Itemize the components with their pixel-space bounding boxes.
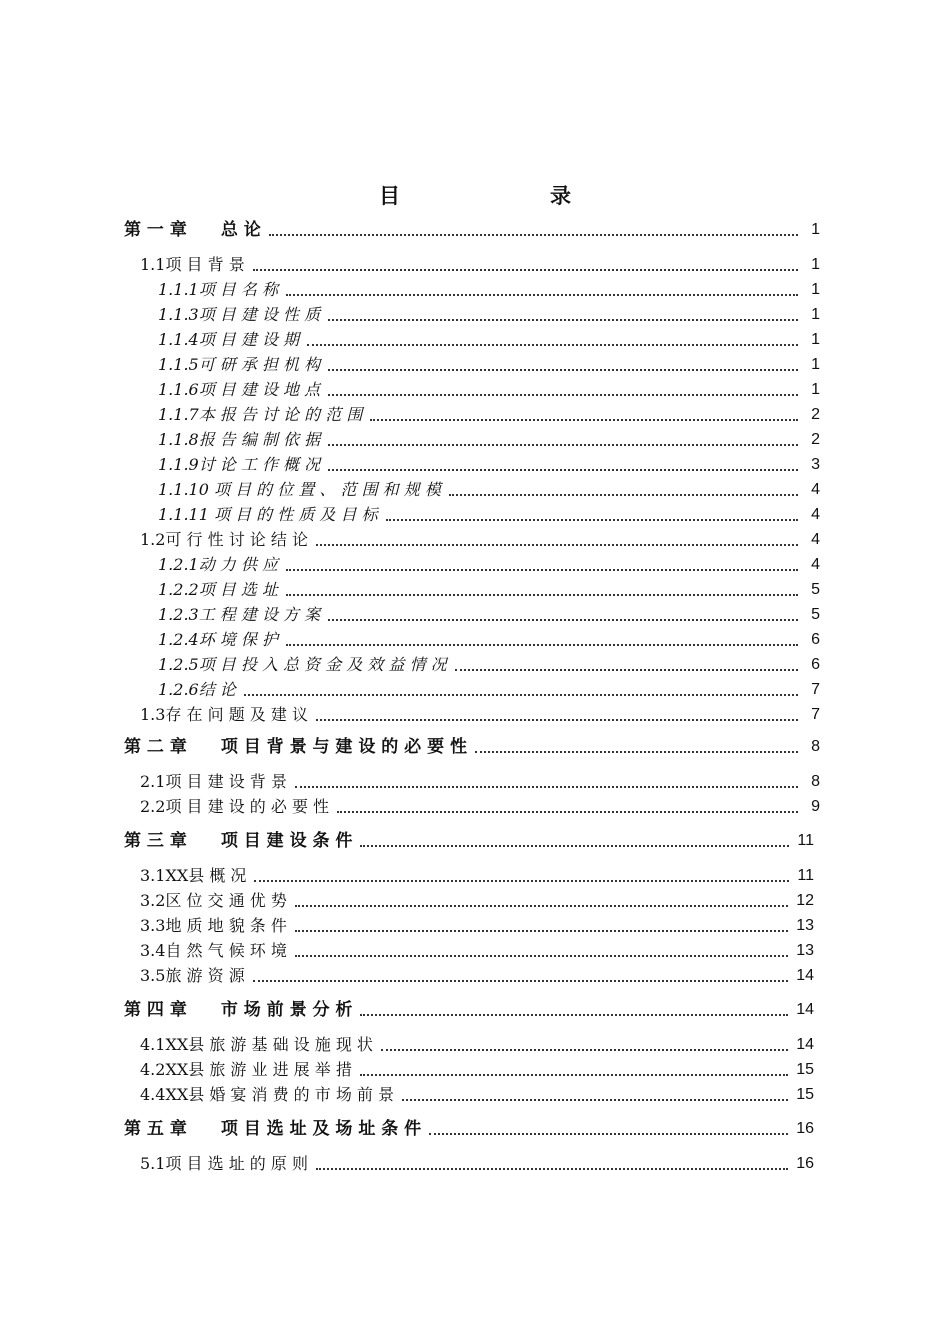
toc-entry-label: 1.1.3项 目 建 设 性 质 (158, 305, 321, 324)
toc-entry-page: 1 (811, 306, 820, 323)
toc-entry-page: 11 (797, 867, 814, 884)
dot-leader (253, 269, 798, 271)
dot-leader (295, 955, 788, 957)
toc-entry-subsection[interactable] (158, 554, 820, 576)
toc-entry-section[interactable] (140, 1084, 814, 1106)
dot-leader (429, 1133, 788, 1135)
toc-entry-label: 1.1.11 项 目 的 性 质 及 目 标 (158, 505, 378, 524)
toc-entry-subsection[interactable] (158, 604, 820, 626)
dot-leader (386, 519, 798, 521)
toc-entry-label: 1.1.6项 目 建 设 地 点 (158, 380, 321, 399)
toc-entry-label: 1.1.8报 告 编 制 依 据 (158, 430, 321, 449)
toc-entry-subsection[interactable] (158, 329, 820, 351)
toc-entry-section[interactable] (140, 865, 814, 887)
toc-entry-chapter-3[interactable] (124, 830, 814, 852)
toc-entry-page: 4 (811, 481, 820, 498)
toc-entry-label: 1.3存 在 问 题 及 建 议 (140, 705, 308, 724)
toc-entry-section[interactable] (140, 529, 820, 551)
toc-entry-section[interactable] (140, 1034, 814, 1056)
toc-entry-page: 3 (811, 456, 820, 473)
toc-entry-page: 16 (796, 1155, 814, 1172)
toc-entry-page: 5 (811, 606, 820, 623)
toc-entry-label: 5.1项 目 选 址 的 原 则 (140, 1154, 308, 1173)
dot-leader (381, 1049, 788, 1051)
toc-entry-page: 2 (811, 406, 820, 423)
toc-entry-chapter-5[interactable] (124, 1118, 814, 1140)
toc-entry-label: 1.2可 行 性 讨 论 结 论 (140, 530, 308, 549)
dot-leader (360, 1014, 788, 1016)
dot-leader (328, 444, 798, 446)
dot-leader (328, 619, 798, 621)
toc-entry-page: 4 (811, 531, 820, 548)
toc-entry-page: 11 (797, 832, 814, 849)
dot-leader (253, 980, 788, 982)
toc-entry-label: 第 二 章 项 目 背 景 与 建 设 的 必 要 性 (124, 737, 468, 757)
toc-entry-page: 7 (811, 706, 820, 723)
dot-leader (316, 544, 798, 546)
toc-title: 目 录 (379, 184, 607, 208)
toc-entry-subsection[interactable] (158, 379, 820, 401)
dot-leader (328, 394, 798, 396)
dot-leader (286, 644, 798, 646)
toc-entry-chapter-2[interactable] (124, 736, 820, 758)
dot-leader (360, 1074, 788, 1076)
dot-leader (295, 930, 788, 932)
toc-entry-label: 第 一 章 总 论 (124, 220, 261, 240)
dot-leader (286, 594, 798, 596)
toc-entry-section[interactable] (140, 796, 820, 818)
toc-entry-page: 6 (811, 631, 820, 648)
toc-entry-section[interactable] (140, 1059, 814, 1081)
toc-entry-page: 4 (811, 506, 820, 523)
dot-leader (307, 344, 798, 346)
dot-leader (402, 1099, 788, 1101)
toc-entry-chapter-1[interactable] (124, 219, 820, 241)
toc-entry-section[interactable] (140, 965, 814, 987)
toc-entry-subsection[interactable] (158, 304, 820, 326)
toc-entry-page: 9 (811, 798, 820, 815)
toc-entry-label: 1.1.1项 目 名 称 (158, 280, 278, 299)
toc-entry-page: 15 (796, 1086, 814, 1103)
toc-entry-page: 1 (811, 381, 820, 398)
toc-entry-page: 16 (796, 1120, 814, 1137)
dot-leader (244, 694, 798, 696)
dot-leader (370, 419, 798, 421)
toc-entry-section[interactable] (140, 704, 820, 726)
toc-entry-page: 1 (811, 331, 820, 348)
toc-entry-subsection[interactable] (158, 279, 820, 301)
toc-entry-page: 2 (811, 431, 820, 448)
toc-entry-label: 1.2.5项 目 投 入 总 资 金 及 效 益 情 况 (158, 655, 447, 674)
toc-entry-subsection[interactable] (158, 354, 820, 376)
dot-leader (328, 469, 798, 471)
toc-entry-page: 13 (796, 917, 814, 934)
toc-entry-label: 3.2区 位 交 通 优 势 (140, 891, 287, 910)
dot-leader (286, 294, 798, 296)
toc-entry-subsection[interactable] (158, 654, 820, 676)
toc-entry-page: 14 (796, 1001, 814, 1018)
toc-entry-chapter-4[interactable] (124, 999, 814, 1021)
dot-leader (455, 669, 798, 671)
dot-leader (286, 569, 798, 571)
toc-entry-label: 2.1项 目 建 设 背 景 (140, 772, 287, 791)
toc-entry-section[interactable] (140, 254, 820, 276)
toc-entry-label: 3.4自 然 气 候 环 境 (140, 941, 287, 960)
toc-entry-label: 第 四 章 市 场 前 景 分 析 (124, 1000, 353, 1020)
toc-entry-label: 4.2XX县 旅 游 业 进 展 举 措 (140, 1060, 352, 1079)
toc-entry-subsection[interactable] (158, 679, 820, 701)
toc-entry-label: 1.2.3工 程 建 设 方 案 (158, 605, 321, 624)
dot-leader (449, 494, 798, 496)
toc-entry-page: 1 (811, 356, 820, 373)
toc-entry-section[interactable] (140, 890, 814, 912)
toc-entry-label: 第 五 章 项 目 选 址 及 场 址 条 件 (124, 1119, 422, 1139)
toc-entry-subsection[interactable] (158, 479, 820, 501)
toc-entry-label: 4.4XX县 婚 宴 消 费 的 市 场 前 景 (140, 1085, 395, 1104)
toc-entry-page: 8 (811, 773, 820, 790)
toc-entry-page: 12 (796, 892, 814, 909)
toc-entry-page: 4 (811, 556, 820, 573)
toc-entry-label: 1.1.4项 目 建 设 期 (158, 330, 300, 349)
toc-entry-label: 1.2.2项 目 选 址 (158, 580, 278, 599)
toc-entry-label: 3.3地 质 地 貌 条 件 (140, 916, 287, 935)
toc-entry-subsection[interactable] (158, 504, 820, 526)
toc-entry-page: 6 (811, 656, 820, 673)
toc-entry-subsection[interactable] (158, 404, 820, 426)
toc-entry-page: 14 (796, 967, 814, 984)
toc-entry-page: 1 (811, 281, 820, 298)
dot-leader (337, 811, 798, 813)
dot-leader (254, 880, 789, 882)
toc-entry-page: 8 (811, 738, 820, 755)
toc-entry-label: 1.1项 目 背 景 (140, 255, 245, 274)
toc-entry-label: 1.1.7本 报 告 讨 论 的 范 围 (158, 405, 363, 424)
dot-leader (316, 1168, 788, 1170)
toc-entry-page: 14 (796, 1036, 814, 1053)
toc-entry-label: 3.5旅 游 资 源 (140, 966, 245, 985)
toc-entry-page: 5 (811, 581, 820, 598)
toc-entry-subsection[interactable] (158, 454, 820, 476)
toc-entry-label: 3.1XX县 概 况 (140, 866, 247, 885)
toc-entry-label: 1.1.5可 研 承 担 机 构 (158, 355, 321, 374)
toc-entry-subsection[interactable] (158, 629, 820, 651)
toc-entry-page: 15 (796, 1061, 814, 1078)
dot-leader (360, 845, 789, 847)
toc-entry-label: 1.2.1动 力 供 应 (158, 555, 278, 574)
dot-leader (295, 905, 788, 907)
toc-entry-section[interactable] (140, 940, 814, 962)
toc-entry-subsection[interactable] (158, 429, 820, 451)
dot-leader (475, 751, 798, 753)
toc-entry-label: 1.1.9讨 论 工 作 概 况 (158, 455, 321, 474)
toc-entry-label: 1.2.6结 论 (158, 680, 236, 699)
dot-leader (328, 369, 798, 371)
toc-entry-page: 1 (811, 221, 820, 238)
toc-entry-section[interactable] (140, 915, 814, 937)
toc-entry-label: 1.2.4环 境 保 护 (158, 630, 278, 649)
toc-entry-page: 13 (796, 942, 814, 959)
toc-entry-label: 1.1.10 项 目 的 位 置 、 范 围 和 规 模 (158, 480, 441, 499)
toc-entry-subsection[interactable] (158, 579, 820, 601)
toc-entry-section[interactable] (140, 1153, 814, 1175)
toc-entry-page: 7 (811, 681, 820, 698)
toc-entry-page: 1 (811, 256, 820, 273)
dot-leader (269, 234, 798, 236)
toc-entry-section[interactable] (140, 771, 820, 793)
dot-leader (316, 719, 798, 721)
toc-entry-label: 第 三 章 项 目 建 设 条 件 (124, 831, 353, 851)
toc-entry-label: 2.2项 目 建 设 的 必 要 性 (140, 797, 330, 816)
dot-leader (295, 786, 798, 788)
toc-entry-label: 4.1XX县 旅 游 基 础 设 施 现 状 (140, 1035, 373, 1054)
dot-leader (328, 319, 798, 321)
